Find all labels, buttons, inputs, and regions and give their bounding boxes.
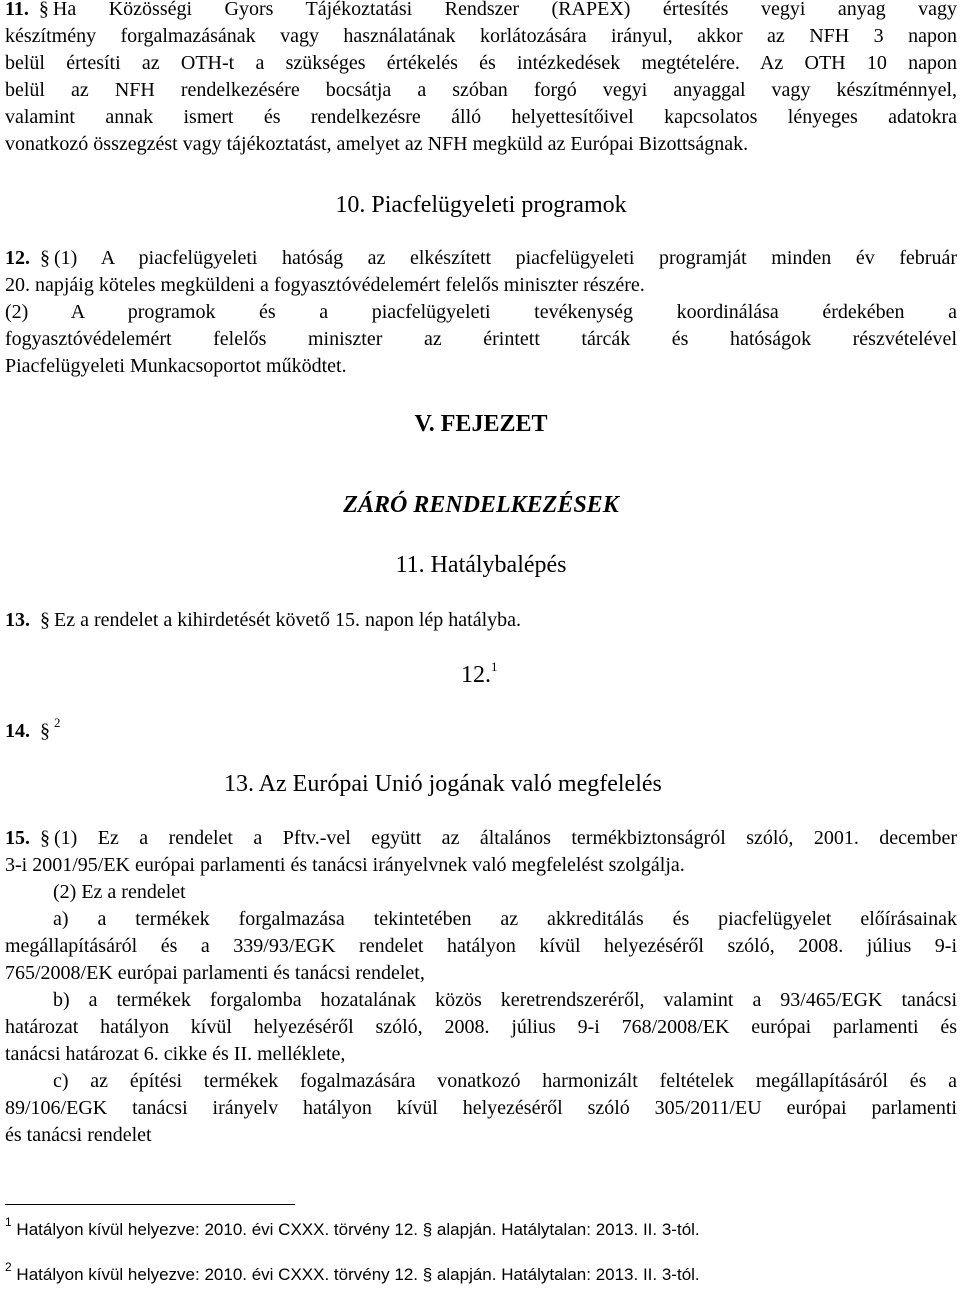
paragraph-line: Piacfelügyeleti Munkacsoportot működtet. [5, 355, 347, 377]
paragraph-line: és tanácsi rendelet [5, 1124, 152, 1146]
footnote-divider [5, 1204, 295, 1205]
paragraph-line: 12. § (1) A piacfelügyeleti hatóság az elkészített piacfelügyeleti programját minden év február [5, 245, 957, 272]
paragraph-line: határozat hatályon kívül helyezéséről szóló, 2008. július 9-i 768/2008/EK európai parlamenti és [5, 1016, 957, 1038]
section-12-paragraph [5, 245, 957, 380]
paragraph-line: 20. napjáig köteles megküldeni a fogyasztóvédelemért felelős miniszter részére. [5, 274, 645, 296]
heading-13: 13. Az Európai Unió jogának való megfelelés [224, 771, 662, 797]
heading-10: 10. Piacfelügyeleti programok [335, 192, 627, 218]
paragraph-line: (2) Ez a rendelet [53, 881, 186, 903]
section-15-paragraph [5, 825, 957, 1149]
section-sign: § [40, 609, 50, 631]
paragraph-line: vonatkozó összegzést vagy tájékoztatást, amelyet az NFH megküld az Európai Bizottságnak. [5, 133, 749, 155]
paragraph-line: 89/106/EGK tanácsi irányelv hatályon kívül helyezéséről szóló 305/2011/EU európai parlamenti [5, 1097, 957, 1119]
paragraph-line: b) a termékek forgalomba hozatalának közös keretrendszeréről, valamint a 93/465/EGK tanácsi [53, 989, 957, 1011]
section-number: 14. [5, 720, 30, 742]
section-13-paragraph [5, 607, 957, 634]
footnote-text: Hatályon kívül helyezve: 2010. évi CXXX. törvény 12. § alapján. Hatálytalan: 2013. II. 3-tól. [16, 1265, 700, 1284]
footnote-mark: 1 [5, 1215, 12, 1230]
paragraph-line: valamint annak ismert és rendelkezésre álló helyettesítőivel kapcsolatos lényeges adatokra [5, 106, 957, 128]
section-sign: § [40, 720, 50, 742]
footnote-text: Hatályon kívül helyezve: 2010. évi CXXX. törvény 12. § alapján. Hatálytalan: 2013. II. 3-tól. [16, 1220, 700, 1239]
section-sign: § [40, 247, 50, 269]
paragraph-line: fogyasztóvédelemért felelős miniszter az érintett tárcák és hatóságok részvételével [5, 328, 957, 350]
section-sign: § [38, 0, 49, 20]
section-number: 15. [5, 827, 30, 849]
footnote-ref[interactable]: 2 [54, 715, 61, 731]
section-number: 13. [5, 609, 30, 631]
chapter-heading: V. FEJEZET [414, 411, 548, 437]
section-14-paragraph [5, 715, 61, 745]
paragraph-line: 15. § (1) Ez a rendelet a Pftv.-vel együtt az általános termékbiztonságról szóló, 2001. december [5, 825, 957, 852]
footnote-2 [5, 1260, 700, 1285]
section-sign: § [40, 827, 50, 849]
heading-12: 12.$^1$ [461, 659, 498, 688]
footnote-mark: 2 [5, 1260, 12, 1275]
section-number: 11. [5, 0, 29, 20]
paragraph-line: a) a termékek forgalmazása tekintetében az akkreditálás és piacfelügyelet előírásainak [53, 908, 957, 930]
paragraph-line: 11. § Ha Közösségi Gyors Tájékoztatási Rendszer (RAPEX) értesítés vegyi anyag vagy [5, 0, 957, 23]
footnote-ref[interactable]: 1 [491, 659, 498, 674]
paragraph-line: belül értesíti az OTH-t a szükséges értékelés és intézkedések megtételére. Az OTH 10 napon [5, 52, 957, 74]
section-11-paragraph [5, 0, 957, 158]
paragraph-line: (2) A programok és a piacfelügyeleti tevékenység koordinálása érdekében a [5, 301, 957, 323]
paragraph-line: készítmény forgalmazásának vagy használatának korlátozására irányul, akkor az NFH 3 napon [5, 25, 957, 47]
footnote-1 [5, 1215, 700, 1240]
paragraph-line: c) az építési termékek fogalmazására vonatkozó harmonizált feltételek megállapításáról és a [53, 1070, 957, 1092]
paragraph-line: 765/2008/EK európai parlamenti és tanácsi rendelet, [5, 962, 425, 984]
heading-11: 11. Hatálybalépés [395, 552, 567, 578]
paragraph-line: belül az NFH rendelkezésére bocsátja a szóban forgó vegyi anyaggal vagy készítménnyel, [5, 79, 957, 101]
paragraph-line: 3-i 2001/95/EK európai parlamenti és tanácsi irányelvnek való megfelelést szolgálja. [5, 854, 685, 876]
paragraph-line: megállapításáról és a 339/93/EGK rendelet hatályon kívül helyezéséről szóló, 2008. július 9-i [5, 935, 957, 957]
paragraph-line: tanácsi határozat 6. cikke és II. melléklete, [5, 1043, 346, 1065]
paragraph-text: Ez a rendelet a kihirdetését követő 15. napon lép hatályba. [54, 609, 522, 631]
chapter-title: ZÁRÓ RENDELKEZÉSEK [343, 492, 619, 518]
section-number: 12. [5, 247, 30, 269]
